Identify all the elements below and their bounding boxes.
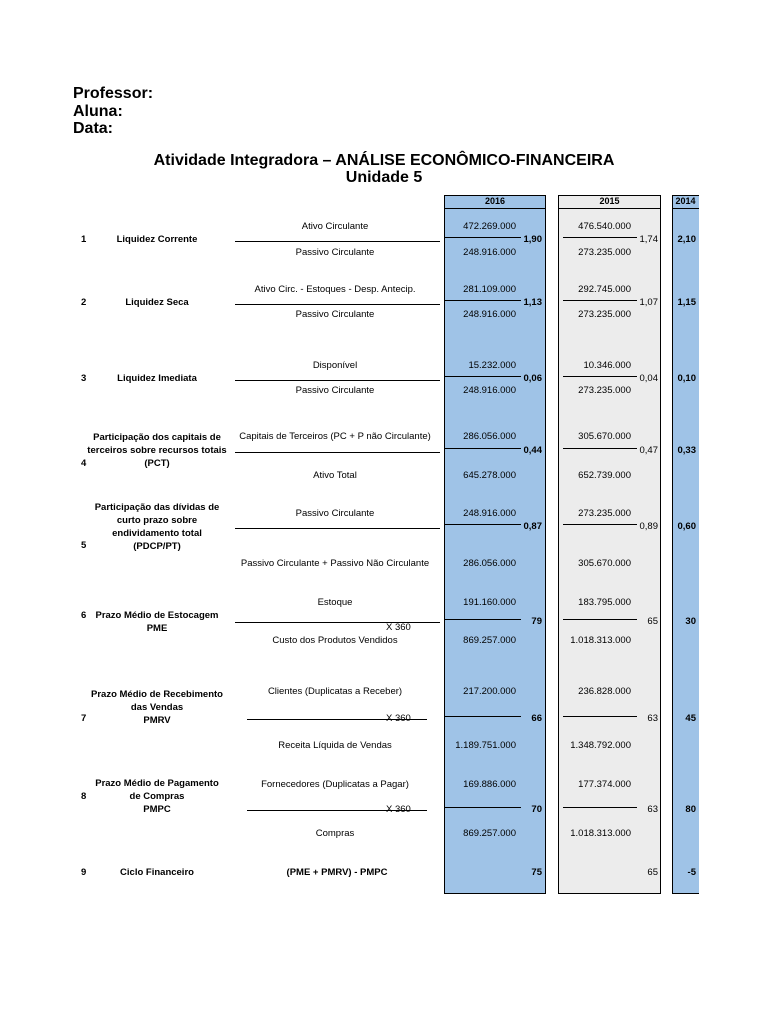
denominator-label: Passivo Circulante + Passivo Não Circulante xyxy=(240,558,430,569)
indicator-name: Liquidez Seca xyxy=(125,297,189,308)
result-2014: 0,60 xyxy=(677,521,696,532)
indicator-name-line: das Vendas xyxy=(130,702,184,713)
value-2015-numerator: 292.745.000 xyxy=(578,284,631,295)
indicator-name-line: terceiros sobre recursos totais xyxy=(87,445,227,456)
numerator-label: Clientes (Duplicatas a Receber) xyxy=(267,686,403,697)
fraction-line xyxy=(235,241,440,242)
indicator-name-line: de Compras xyxy=(129,791,185,802)
result-2016: 1,13 xyxy=(523,297,542,308)
value-2016-denominator: 248.916.000 xyxy=(463,309,516,320)
multiplier: X 360 xyxy=(386,804,411,815)
indicator-name-line: Prazo Médio de Estocagem xyxy=(95,609,219,621)
indicator-name: Liquidez Imediata xyxy=(117,373,197,384)
year-header-2015: 2015 xyxy=(558,195,661,209)
row-number: 6 xyxy=(81,610,87,621)
value-2016-numerator: 472.269.000 xyxy=(463,221,516,232)
value-2016-denominator: 869.257.000 xyxy=(463,828,516,839)
result-2015: 65 xyxy=(647,616,658,627)
value-2016-denominator: 248.916.000 xyxy=(463,385,516,396)
result-2016: 0,44 xyxy=(523,445,542,456)
fraction-line xyxy=(235,304,440,305)
value-2015-numerator: 236.828.000 xyxy=(578,686,631,697)
value-2015-denominator: 273.235.000 xyxy=(578,309,631,320)
denominator-label: Receita Líquida de Vendas xyxy=(278,740,392,751)
multiplier: X 360 xyxy=(386,622,411,633)
result-2015: 63 xyxy=(647,713,658,724)
row-number: 5 xyxy=(81,540,87,551)
value-2015-denominator: 273.235.000 xyxy=(578,385,631,396)
value-2016-numerator: 248.916.000 xyxy=(463,508,516,519)
value-2016-denominator: 645.278.000 xyxy=(463,470,516,481)
value-2016-numerator: 169.886.000 xyxy=(463,779,516,790)
value-2016-denominator: 1.189.751.000 xyxy=(455,740,516,751)
denominator-label: Passivo Circulante xyxy=(295,247,375,258)
value-2015-numerator: 10.346.000 xyxy=(583,360,631,371)
result-2014: 45 xyxy=(685,713,696,724)
year-header-2016: 2016 xyxy=(444,195,546,209)
result-2015: 1,07 xyxy=(639,297,658,308)
row-number: 7 xyxy=(81,713,87,724)
result-2016: 70 xyxy=(531,804,542,815)
value-2015-denominator: 652.739.000 xyxy=(578,470,631,481)
indicator-name-line: (PCT) xyxy=(144,458,170,469)
result-2014: 1,15 xyxy=(677,297,696,308)
value-2015-numerator: 183.795.000 xyxy=(578,597,631,608)
value-2015-numerator: 476.540.000 xyxy=(578,221,631,232)
indicator-name-line: PME xyxy=(146,622,168,634)
result-2016: 79 xyxy=(531,616,542,627)
page-subtitle: Unidade 5 xyxy=(345,169,423,186)
result-2015: 0,89 xyxy=(639,521,658,532)
page-title: Atividade Integradora – ANÁLISE ECONÔMICO-FINANCEIRA xyxy=(153,152,615,169)
result-2016: 66 xyxy=(531,713,542,724)
fraction-line xyxy=(235,528,440,529)
result-2015: 1,74 xyxy=(639,234,658,245)
value-2016-numerator: 15.232.000 xyxy=(468,360,516,371)
multiplier: X 360 xyxy=(386,713,411,724)
result-2016: 0,87 xyxy=(523,521,542,532)
result-2014: 80 xyxy=(685,804,696,815)
fraction-line xyxy=(235,452,440,453)
row-number: 8 xyxy=(81,791,87,802)
indicator-name-line: Prazo Médio de Recebimento xyxy=(91,689,223,700)
formula: (PME + PMRV) - PMPC xyxy=(286,867,388,878)
value-2015-denominator: 305.670.000 xyxy=(578,558,631,569)
result-2016: 1,90 xyxy=(523,234,542,245)
row-number: 9 xyxy=(81,867,87,878)
row-number: 1 xyxy=(81,234,87,245)
denominator-label: Passivo Circulante xyxy=(295,309,375,320)
numerator-label: Ativo Circ. - Estoques - Desp. Antecip. xyxy=(254,284,416,295)
value-2016-denominator: 869.257.000 xyxy=(463,635,516,646)
indicator-name-line: PMPC xyxy=(143,804,171,815)
data-label: Data: xyxy=(73,120,114,137)
numerator-label: Ativo Circulante xyxy=(301,221,369,232)
fraction-line xyxy=(235,380,440,381)
result-2016: 0,06 xyxy=(523,373,542,384)
row-number: 3 xyxy=(81,373,87,384)
row-number: 4 xyxy=(81,458,87,469)
numerator-label: Capitais de Terceiros (PC + P não Circulante) xyxy=(239,431,431,442)
denominator-label: Passivo Circulante xyxy=(295,385,375,396)
row-number: 2 xyxy=(81,297,87,308)
numerator-label: Fornecedores (Duplicatas a Pagar) xyxy=(261,779,409,790)
indicator-name: Ciclo Financeiro xyxy=(120,867,194,878)
indicator-name-line: Participação dos capitais de xyxy=(93,432,221,443)
header-block xyxy=(73,85,153,138)
result-2015: 0,04 xyxy=(639,373,658,384)
indicator-name-line: Participação das dívidas de xyxy=(94,501,220,513)
result-2016: 75 xyxy=(531,867,542,878)
result-2014: 30 xyxy=(685,616,696,627)
value-2016-denominator: 248.916.000 xyxy=(463,247,516,258)
value-2015-denominator: 1.018.313.000 xyxy=(570,828,631,839)
result-2015: 0,47 xyxy=(639,445,658,456)
denominator-label: Compras xyxy=(315,828,355,839)
indicator-name-line: Prazo Médio de Pagamento xyxy=(95,778,219,789)
value-2015-denominator: 1.348.792.000 xyxy=(570,740,631,751)
result-2014: -5 xyxy=(687,867,696,878)
result-2015: 65 xyxy=(647,867,658,878)
value-2016-numerator: 191.160.000 xyxy=(463,597,516,608)
value-2015-denominator: 1.018.313.000 xyxy=(570,635,631,646)
value-2016-denominator: 286.056.000 xyxy=(463,558,516,569)
year-header-2014: 2014 xyxy=(672,195,699,209)
value-2016-numerator: 217.200.000 xyxy=(463,686,516,697)
value-2015-numerator: 305.670.000 xyxy=(578,431,631,442)
denominator-label: Ativo Total xyxy=(313,470,357,481)
result-2014: 0,33 xyxy=(677,445,696,456)
indicator-name-line: (PDCP/PT) xyxy=(133,540,181,552)
aluna-label: Aluna: xyxy=(73,102,123,120)
numerator-label: Estoque xyxy=(317,597,353,608)
value-2016-numerator: 281.109.000 xyxy=(463,284,516,295)
value-2015-numerator: 177.374.000 xyxy=(578,779,631,790)
result-2015: 63 xyxy=(647,804,658,815)
indicator-name-line: PMRV xyxy=(143,715,171,726)
result-2014: 0,10 xyxy=(677,373,696,384)
result-2014: 2,10 xyxy=(677,234,696,245)
indicator-name: Liquidez Corrente xyxy=(116,234,198,245)
value-2015-numerator: 273.235.000 xyxy=(578,508,631,519)
numerator-label: Disponível xyxy=(312,360,358,371)
indicator-name-line: curto prazo sobre xyxy=(116,514,198,526)
value-2015-denominator: 273.235.000 xyxy=(578,247,631,258)
denominator-label: Custo dos Produtos Vendidos xyxy=(272,635,398,646)
professor-label: Professor: xyxy=(73,85,154,102)
numerator-label: Passivo Circulante xyxy=(295,508,375,519)
indicator-name-line: endividamento total xyxy=(112,527,202,539)
value-2016-numerator: 286.056.000 xyxy=(463,431,516,442)
